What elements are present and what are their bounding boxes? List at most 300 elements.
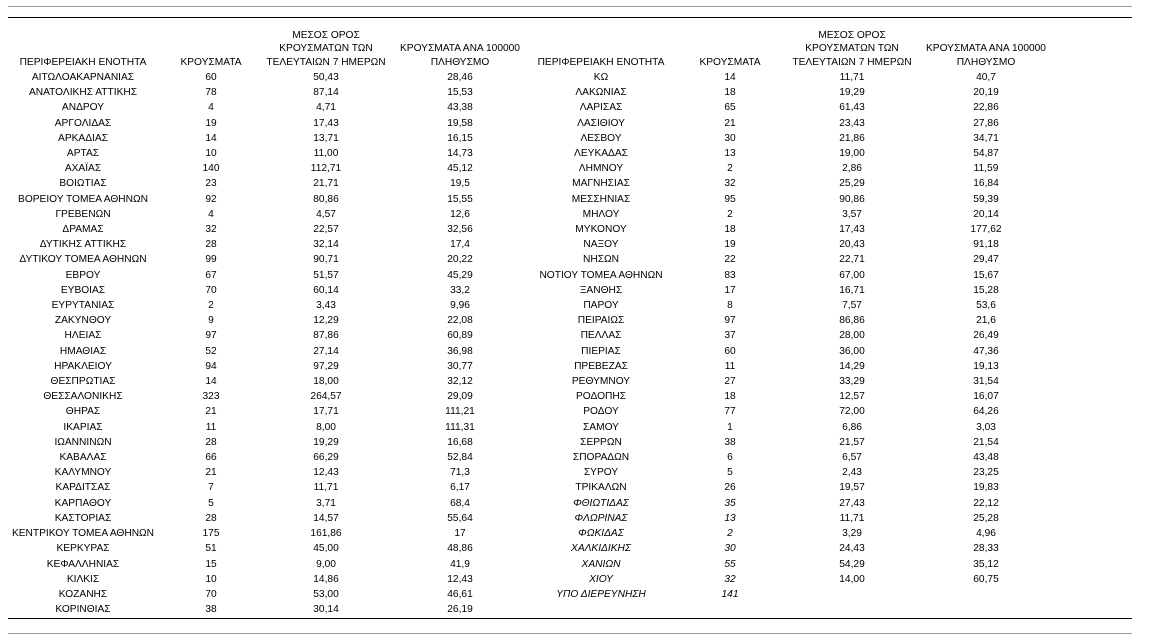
left-region-cell: ΚΙΛΚΙΣ <box>66 573 100 585</box>
right-cases-cell: 65 <box>724 102 736 114</box>
left-avg7-cell: 87,14 <box>313 87 339 99</box>
right-cases-cell: 2 <box>727 528 733 540</box>
table-row <box>8 70 1132 85</box>
right-region-cell: ΛΑΚΩΝΙΑΣ <box>575 87 627 99</box>
table-row <box>8 359 1132 374</box>
header-avg7-line2: ΚΡΟΥΣΜΑΤΩΝ ΤΩΝ <box>279 43 373 54</box>
table-row <box>8 298 1132 313</box>
left-avg7-cell: 14,86 <box>313 573 339 585</box>
left-region-cell: ΗΜΑΘΙΑΣ <box>59 345 107 357</box>
right-cases-cell: 32 <box>724 178 736 190</box>
header-avg7-left <box>264 20 388 70</box>
right-cases-cell: 18 <box>724 224 736 236</box>
left-cases-cell: 11 <box>205 421 217 433</box>
right-cases-cell: 38 <box>724 436 736 448</box>
left-region-cell: ΚΑΒΑΛΑΣ <box>59 452 107 464</box>
left-region-cell: ΚΕΝΤΡΙΚΟΥ ΤΟΜΕΑ ΑΘΗΝΩΝ <box>11 528 155 540</box>
table-row <box>8 283 1132 298</box>
left-avg7-cell: 4,57 <box>316 208 336 220</box>
right-cases-cell: 32 <box>724 573 736 585</box>
header-region-left: ΠΕΡΙΦΕΡΕΙΑΚΗ ΕΝΟΤΗΤΑ <box>19 56 147 68</box>
right-cases-cell: 14 <box>724 72 736 83</box>
left-per100k-cell: 28,46 <box>447 72 473 83</box>
right-avg7-cell: 23,43 <box>839 117 865 129</box>
left-region-cell: ΚΑΡΔΙΤΣΑΣ <box>55 482 111 494</box>
right-cases-cell: 2 <box>727 208 733 220</box>
right-per100k-cell <box>914 587 1058 602</box>
table-row <box>8 404 1132 419</box>
right-per100k-cell: 16,84 <box>973 178 999 190</box>
left-per100k-cell: 111,21 <box>445 406 475 418</box>
right-avg7-cell: 11,71 <box>839 72 865 83</box>
spacer-cell <box>1058 192 1132 207</box>
right-region-cell: ΠΙΕΡΙΑΣ <box>581 345 621 357</box>
right-region-cell: ΜΗΛΟΥ <box>582 208 620 220</box>
left-per100k-cell: 71,3 <box>450 467 470 479</box>
spacer-cell <box>1058 146 1132 161</box>
right-per100k-cell: 20,14 <box>973 208 999 220</box>
spacer-cell <box>1058 602 1132 617</box>
right-region-cell: ΜΕΣΣΗΝΙΑΣ <box>571 193 631 205</box>
left-per100k-cell: 26,19 <box>447 604 473 616</box>
left-cases-cell: 15 <box>205 558 217 570</box>
spacer-cell <box>1058 268 1132 283</box>
left-region-cell: ΑΡΚΑΔΙΑΣ <box>58 132 108 144</box>
right-per100k-cell: 11,59 <box>973 163 999 175</box>
spacer-cell <box>1058 207 1132 222</box>
right-region-cell: ΤΡΙΚΑΛΩΝ <box>575 482 627 494</box>
right-region-cell: ΣΕΡΡΩΝ <box>580 436 622 448</box>
left-region-cell: ΚΕΡΚΥΡΑΣ <box>56 543 110 555</box>
left-per100k-cell: 6,17 <box>450 482 470 494</box>
right-avg7-cell: 27,43 <box>839 497 865 509</box>
table-row <box>8 192 1132 207</box>
right-per100k-cell: 28,33 <box>973 543 999 555</box>
top-rule-thin <box>8 6 1132 7</box>
right-per100k-cell: 54,87 <box>973 148 999 160</box>
right-cases-cell: 35 <box>724 497 736 509</box>
spacer-cell <box>1058 131 1132 146</box>
spacer-cell <box>1058 374 1132 389</box>
left-region-cell: ΒΟΙΩΤΙΑΣ <box>59 178 107 190</box>
table-row <box>8 313 1132 328</box>
left-avg7-cell: 4,71 <box>316 102 336 114</box>
header-per100k-line1: ΚΡΟΥΣΜΑΤΑ ΑΝΑ 100000 <box>926 43 1046 54</box>
table-row <box>8 420 1132 435</box>
right-region-cell <box>532 602 670 617</box>
left-per100k-cell: 19,58 <box>447 117 473 129</box>
left-region-cell: ΑΝΔΡΟΥ <box>61 102 105 114</box>
right-per100k-cell: 16,07 <box>973 391 999 403</box>
covid-cases-table <box>8 20 1132 617</box>
right-region-cell: ΡΕΘΥΜΝΟΥ <box>571 376 631 388</box>
right-per100k-cell: 15,67 <box>973 269 999 281</box>
left-region-cell: ΒΟΡΕΙΟΥ ΤΟΜΕΑ ΑΘΗΝΩΝ <box>18 193 148 205</box>
table-row <box>8 496 1132 511</box>
left-avg7-cell: 12,29 <box>313 315 339 327</box>
right-region-cell: ΥΠΟ ΔΙΕΡΕΥΝΗΣΗ <box>556 588 646 600</box>
spacer-cell <box>1058 298 1132 313</box>
left-cases-cell: 175 <box>202 528 220 540</box>
left-region-cell: ΘΕΣΣΑΛΟΝΙΚΗΣ <box>43 391 123 403</box>
left-per100k-cell: 41,9 <box>450 558 470 570</box>
left-region-cell: ΘΕΣΠΡΩΤΙΑΣ <box>50 376 116 388</box>
left-per100k-cell: 111,31 <box>445 421 475 433</box>
right-cases-cell: 26 <box>724 482 736 494</box>
left-cases-cell: 70 <box>205 284 217 296</box>
left-region-cell: ΚΕΦΑΛΛΗΝΙΑΣ <box>46 558 120 570</box>
spacer-cell <box>1058 176 1132 191</box>
right-per100k-cell: 15,28 <box>973 284 999 296</box>
right-avg7-cell: 20,43 <box>839 239 865 251</box>
left-region-cell: ΖΑΚΥΝΘΟΥ <box>54 315 112 327</box>
left-cases-cell: 4 <box>208 102 214 114</box>
right-cases-cell: 27 <box>724 376 736 388</box>
left-region-cell: ΔΥΤΙΚΗΣ ΑΤΤΙΚΗΣ <box>39 239 127 251</box>
left-cases-cell: 92 <box>205 193 217 205</box>
table-row <box>8 161 1132 176</box>
top-rule <box>8 17 1132 18</box>
table-row <box>8 207 1132 222</box>
left-cases-cell: 4 <box>208 208 214 220</box>
left-avg7-cell: 14,57 <box>313 512 339 524</box>
right-per100k-cell: 21,6 <box>976 315 996 327</box>
left-region-cell: ΘΗΡΑΣ <box>65 406 101 418</box>
header-cases-left: ΚΡΟΥΣΜΑΤΑ <box>180 56 242 68</box>
right-region-cell: ΦΘΙΩΤΙΔΑΣ <box>573 497 629 509</box>
header-per100k-line2: ΠΛΗΘΥΣΜΟ <box>430 56 490 68</box>
left-cases-cell: 28 <box>205 239 217 251</box>
left-region-cell: ΕΥΡΥΤΑΝΙΑΣ <box>51 300 115 312</box>
left-per100k-cell: 19,5 <box>450 178 470 190</box>
right-per100k-cell: 31,54 <box>973 376 999 388</box>
right-avg7-cell: 12,57 <box>839 391 865 403</box>
table-row <box>8 237 1132 252</box>
right-avg7-cell: 19,29 <box>839 87 865 99</box>
left-avg7-cell: 87,86 <box>313 330 339 342</box>
left-region-cell: ΑΝΑΤΟΛΙΚΗΣ ΑΤΤΙΚΗΣ <box>28 87 138 99</box>
right-region-cell: ΚΩ <box>593 72 609 83</box>
right-region-cell: ΛΑΡΙΣΑΣ <box>579 102 623 114</box>
right-region-cell: ΝΗΣΩΝ <box>583 254 619 266</box>
left-cases-cell: 78 <box>205 87 217 99</box>
left-region-cell: ΗΡΑΚΛΕΙΟΥ <box>54 360 112 372</box>
right-region-cell: ΛΕΥΚΑΔΑΣ <box>574 148 628 160</box>
left-per100k-cell: 12,43 <box>447 573 473 585</box>
left-avg7-cell: 17,71 <box>313 406 339 418</box>
left-avg7-cell: 19,29 <box>313 436 339 448</box>
left-per100k-cell: 15,55 <box>447 193 473 205</box>
left-avg7-cell: 90,71 <box>313 254 339 266</box>
right-avg7-cell: 3,29 <box>842 528 862 540</box>
right-avg7-cell: 2,86 <box>842 163 862 175</box>
right-avg7-cell: 22,71 <box>839 254 865 266</box>
right-per100k-cell: 25,28 <box>973 512 999 524</box>
right-region-cell: ΣΑΜΟΥ <box>583 421 619 433</box>
right-per100k-cell: 21,54 <box>973 436 999 448</box>
right-avg7-cell: 2,43 <box>842 467 862 479</box>
left-per100k-cell: 43,38 <box>447 102 473 114</box>
table-row <box>8 374 1132 389</box>
header-per100k-line2: ΠΛΗΘΥΣΜΟ <box>956 56 1016 68</box>
left-per100k-cell: 46,61 <box>447 588 473 600</box>
right-cases-cell: 17 <box>724 284 736 296</box>
table-row <box>8 389 1132 404</box>
right-per100k-cell <box>914 602 1058 617</box>
spacer-cell <box>1058 161 1132 176</box>
right-cases-cell: 22 <box>724 254 736 266</box>
left-per100k-cell: 17,4 <box>450 239 470 251</box>
right-cases-cell: 1 <box>727 421 733 433</box>
right-region-cell: ΜΑΓΝΗΣΙΑΣ <box>572 178 630 190</box>
left-per100k-cell: 20,22 <box>447 254 473 266</box>
table-row <box>8 450 1132 465</box>
left-per100k-cell: 32,56 <box>447 224 473 236</box>
left-avg7-cell: 12,43 <box>313 467 339 479</box>
left-per100k-cell: 36,98 <box>447 345 473 357</box>
header-avg7-line3: ΤΕΛΕΥΤΑΙΩΝ 7 ΗΜΕΡΩΝ <box>792 56 912 68</box>
right-region-cell: ΦΩΚΙΔΑΣ <box>578 528 624 540</box>
spacer-cell <box>1058 465 1132 480</box>
left-region-cell: ΗΛΕΙΑΣ <box>64 330 102 342</box>
right-region-cell: ΣΥΡΟΥ <box>583 467 619 479</box>
left-avg7-cell: 66,29 <box>313 452 339 464</box>
right-avg7-cell: 21,86 <box>839 132 865 144</box>
left-avg7-cell: 50,43 <box>313 72 339 83</box>
right-avg7-cell: 24,43 <box>839 543 865 555</box>
right-per100k-cell: 47,36 <box>973 345 999 357</box>
right-cases-cell: 97 <box>724 315 736 327</box>
spacer-cell <box>1058 283 1132 298</box>
left-cases-cell: 9 <box>208 315 214 327</box>
table-row <box>8 587 1132 602</box>
spacer-cell <box>1058 70 1132 85</box>
right-per100k-cell: 20,19 <box>973 87 999 99</box>
left-cases-cell: 21 <box>205 467 217 479</box>
right-avg7-cell <box>790 602 914 617</box>
left-cases-cell: 140 <box>202 163 220 175</box>
header-row <box>8 20 1132 70</box>
table-row <box>8 252 1132 267</box>
header-cases-right: ΚΡΟΥΣΜΑΤΑ <box>699 56 761 68</box>
spacer-cell <box>1058 480 1132 495</box>
right-cases-cell: 8 <box>727 300 733 312</box>
left-cases-cell: 67 <box>205 269 217 281</box>
left-avg7-cell: 97,29 <box>313 360 339 372</box>
left-cases-cell: 14 <box>205 132 217 144</box>
left-region-cell: ΑΡΤΑΣ <box>66 148 100 160</box>
left-avg7-cell: 30,14 <box>313 604 339 616</box>
right-region-cell: ΣΠΟΡΑΔΩΝ <box>572 452 630 464</box>
left-region-cell: ΓΡΕΒΕΝΩΝ <box>55 208 111 220</box>
spacer-cell <box>1058 572 1132 587</box>
table-row <box>8 116 1132 131</box>
right-cases-cell: 2 <box>727 163 733 175</box>
spacer-cell <box>1058 389 1132 404</box>
right-per100k-cell: 23,25 <box>973 467 999 479</box>
left-avg7-cell: 18,00 <box>313 376 339 388</box>
left-avg7-cell: 60,14 <box>313 284 339 296</box>
right-region-cell: ΝΟΤΙΟΥ ΤΟΜΕΑ ΑΘΗΝΩΝ <box>539 269 663 281</box>
right-avg7-cell: 6,86 <box>842 421 862 433</box>
left-per100k-cell: 60,89 <box>447 330 473 342</box>
right-per100k-cell: 19,83 <box>973 482 999 494</box>
spacer-cell <box>1058 359 1132 374</box>
right-region-cell: ΝΑΞΟΥ <box>583 239 619 251</box>
right-per100k-cell: 43,48 <box>973 452 999 464</box>
right-per100k-cell: 26,49 <box>973 330 999 342</box>
left-per100k-cell: 29,09 <box>447 391 473 403</box>
right-avg7-cell: 11,71 <box>839 512 865 524</box>
right-avg7-cell: 90,86 <box>839 193 865 205</box>
right-avg7-cell: 36,00 <box>839 345 865 357</box>
header-per100k-right <box>914 20 1058 70</box>
right-cases-cell: 18 <box>724 391 736 403</box>
right-region-cell: ΧΑΝΙΩΝ <box>581 558 621 570</box>
left-per100k-cell: 55,64 <box>447 512 473 524</box>
table-row <box>8 541 1132 556</box>
header-region-right: ΠΕΡΙΦΕΡΕΙΑΚΗ ΕΝΟΤΗΤΑ <box>537 56 665 68</box>
spacer-cell <box>1058 222 1132 237</box>
right-per100k-cell: 64,26 <box>973 406 999 418</box>
left-avg7-cell: 32,14 <box>313 239 339 251</box>
right-cases-cell: 5 <box>727 467 733 479</box>
right-cases-cell: 83 <box>724 269 736 281</box>
right-per100k-cell: 53,6 <box>976 300 996 312</box>
right-per100k-cell: 177,62 <box>970 224 1002 236</box>
right-region-cell: ΞΑΝΘΗΣ <box>579 284 623 296</box>
left-cases-cell: 51 <box>205 543 217 555</box>
left-cases-cell: 23 <box>205 178 217 190</box>
left-per100k-cell: 16,68 <box>447 436 473 448</box>
table-row <box>8 268 1132 283</box>
left-region-cell: ΚΑΡΠΑΘΟΥ <box>54 497 112 509</box>
left-per100k-cell: 48,86 <box>447 543 473 555</box>
right-per100k-cell: 19,13 <box>973 360 999 372</box>
left-per100k-cell: 30,77 <box>447 360 473 372</box>
spacer-cell <box>1058 587 1132 602</box>
right-avg7-cell: 19,57 <box>839 482 865 494</box>
right-avg7-cell: 67,00 <box>839 269 865 281</box>
right-cases-cell: 95 <box>724 193 736 205</box>
left-per100k-cell: 22,08 <box>447 315 473 327</box>
right-cases-cell: 55 <box>724 558 736 570</box>
table-row <box>8 100 1132 115</box>
right-region-cell: ΠΕΙΡΑΙΩΣ <box>577 315 625 327</box>
left-avg7-cell: 112,71 <box>310 163 342 175</box>
left-per100k-cell: 16,15 <box>447 132 473 144</box>
right-avg7-cell: 61,43 <box>839 102 865 114</box>
left-per100k-cell: 17 <box>454 528 466 540</box>
right-avg7-cell: 14,29 <box>839 360 865 372</box>
table-row <box>8 328 1132 343</box>
right-avg7-cell: 25,29 <box>839 178 865 190</box>
left-cases-cell: 99 <box>205 254 217 266</box>
left-region-cell: ΚΟΖΑΝΗΣ <box>58 588 108 600</box>
right-avg7-cell: 6,57 <box>842 452 862 464</box>
left-avg7-cell: 3,43 <box>316 300 336 312</box>
left-avg7-cell: 17,43 <box>313 117 339 129</box>
left-region-cell: ΚΑΛΥΜΝΟΥ <box>54 467 112 479</box>
right-avg7-cell: 72,00 <box>839 406 865 418</box>
left-avg7-cell: 9,00 <box>316 558 336 570</box>
right-cases-cell: 30 <box>724 132 736 144</box>
left-region-cell: ΚΑΣΤΟΡΙΑΣ <box>54 512 112 524</box>
right-per100k-cell: 22,12 <box>973 497 999 509</box>
left-region-cell: ΑΙΤΩΛΟΑΚΑΡΝΑΝΙΑΣ <box>31 72 135 83</box>
right-avg7-cell: 3,57 <box>842 208 862 220</box>
left-region-cell: ΕΥΒΟΙΑΣ <box>60 284 106 296</box>
right-avg7-cell: 17,43 <box>839 224 865 236</box>
right-region-cell: ΛΑΣΙΘΙΟΥ <box>577 117 625 129</box>
left-region-cell: ΙΩΑΝΝΙΝΩΝ <box>54 436 112 448</box>
spacer-cell <box>1058 511 1132 526</box>
right-region-cell: ΠΑΡΟΥ <box>583 300 619 312</box>
spacer-cell <box>1058 100 1132 115</box>
right-region-cell: ΡΟΔΟΠΗΣ <box>575 391 627 403</box>
right-per100k-cell: 35,12 <box>973 558 999 570</box>
left-cases-cell: 323 <box>202 391 220 403</box>
right-cases-cell <box>670 602 790 617</box>
table-row <box>8 557 1132 572</box>
left-cases-cell: 94 <box>205 360 217 372</box>
right-region-cell: ΧΙΟΥ <box>589 573 613 585</box>
left-avg7-cell: 51,57 <box>313 269 339 281</box>
table-row <box>8 435 1132 450</box>
left-cases-cell: 19 <box>205 117 217 129</box>
header-avg7-line2: ΚΡΟΥΣΜΑΤΩΝ ΤΩΝ <box>805 43 899 54</box>
spacer-cell <box>1058 252 1132 267</box>
spacer-cell <box>1058 496 1132 511</box>
left-region-cell: ΔΡΑΜΑΣ <box>62 224 104 236</box>
left-avg7-cell: 80,86 <box>313 193 339 205</box>
spacer-cell <box>1058 20 1132 70</box>
left-cases-cell: 14 <box>205 376 217 388</box>
left-cases-cell: 60 <box>205 72 217 83</box>
spacer-cell <box>1058 344 1132 359</box>
right-cases-cell: 141 <box>721 588 739 600</box>
spacer-cell <box>1058 328 1132 343</box>
left-per100k-cell: 9,96 <box>450 300 470 312</box>
right-avg7-cell: 28,00 <box>839 330 865 342</box>
header-avg7-line1: ΜΕΣΟΣ ΟΡΟΣ <box>292 29 360 41</box>
left-per100k-cell: 32,12 <box>447 376 473 388</box>
right-region-cell: ΜΥΚΟΝΟΥ <box>575 224 627 236</box>
table-row <box>8 480 1132 495</box>
right-cases-cell: 13 <box>724 148 736 160</box>
header-avg7-line3: ΤΕΛΕΥΤΑΙΩΝ 7 ΗΜΕΡΩΝ <box>266 56 386 68</box>
right-region-cell: ΡΟΔΟΥ <box>583 406 619 418</box>
spacer-cell <box>1058 541 1132 556</box>
right-region-cell: ΦΛΩΡΙΝΑΣ <box>574 512 628 524</box>
right-per100k-cell: 34,71 <box>973 132 999 144</box>
right-avg7-cell: 16,71 <box>839 284 865 296</box>
right-avg7-cell: 7,57 <box>842 300 862 312</box>
left-region-cell: ΕΒΡΟΥ <box>65 269 101 281</box>
spacer-cell <box>1058 237 1132 252</box>
left-cases-cell: 38 <box>205 604 217 616</box>
right-per100k-cell: 27,86 <box>973 117 999 129</box>
spacer-cell <box>1058 435 1132 450</box>
left-avg7-cell: 21,71 <box>313 178 339 190</box>
table-row <box>8 131 1132 146</box>
table-row <box>8 602 1132 617</box>
table-row <box>8 511 1132 526</box>
right-per100k-cell: 29,47 <box>973 254 999 266</box>
left-avg7-cell: 264,57 <box>310 391 342 403</box>
table-row <box>8 222 1132 237</box>
header-avg7-right <box>790 20 914 70</box>
